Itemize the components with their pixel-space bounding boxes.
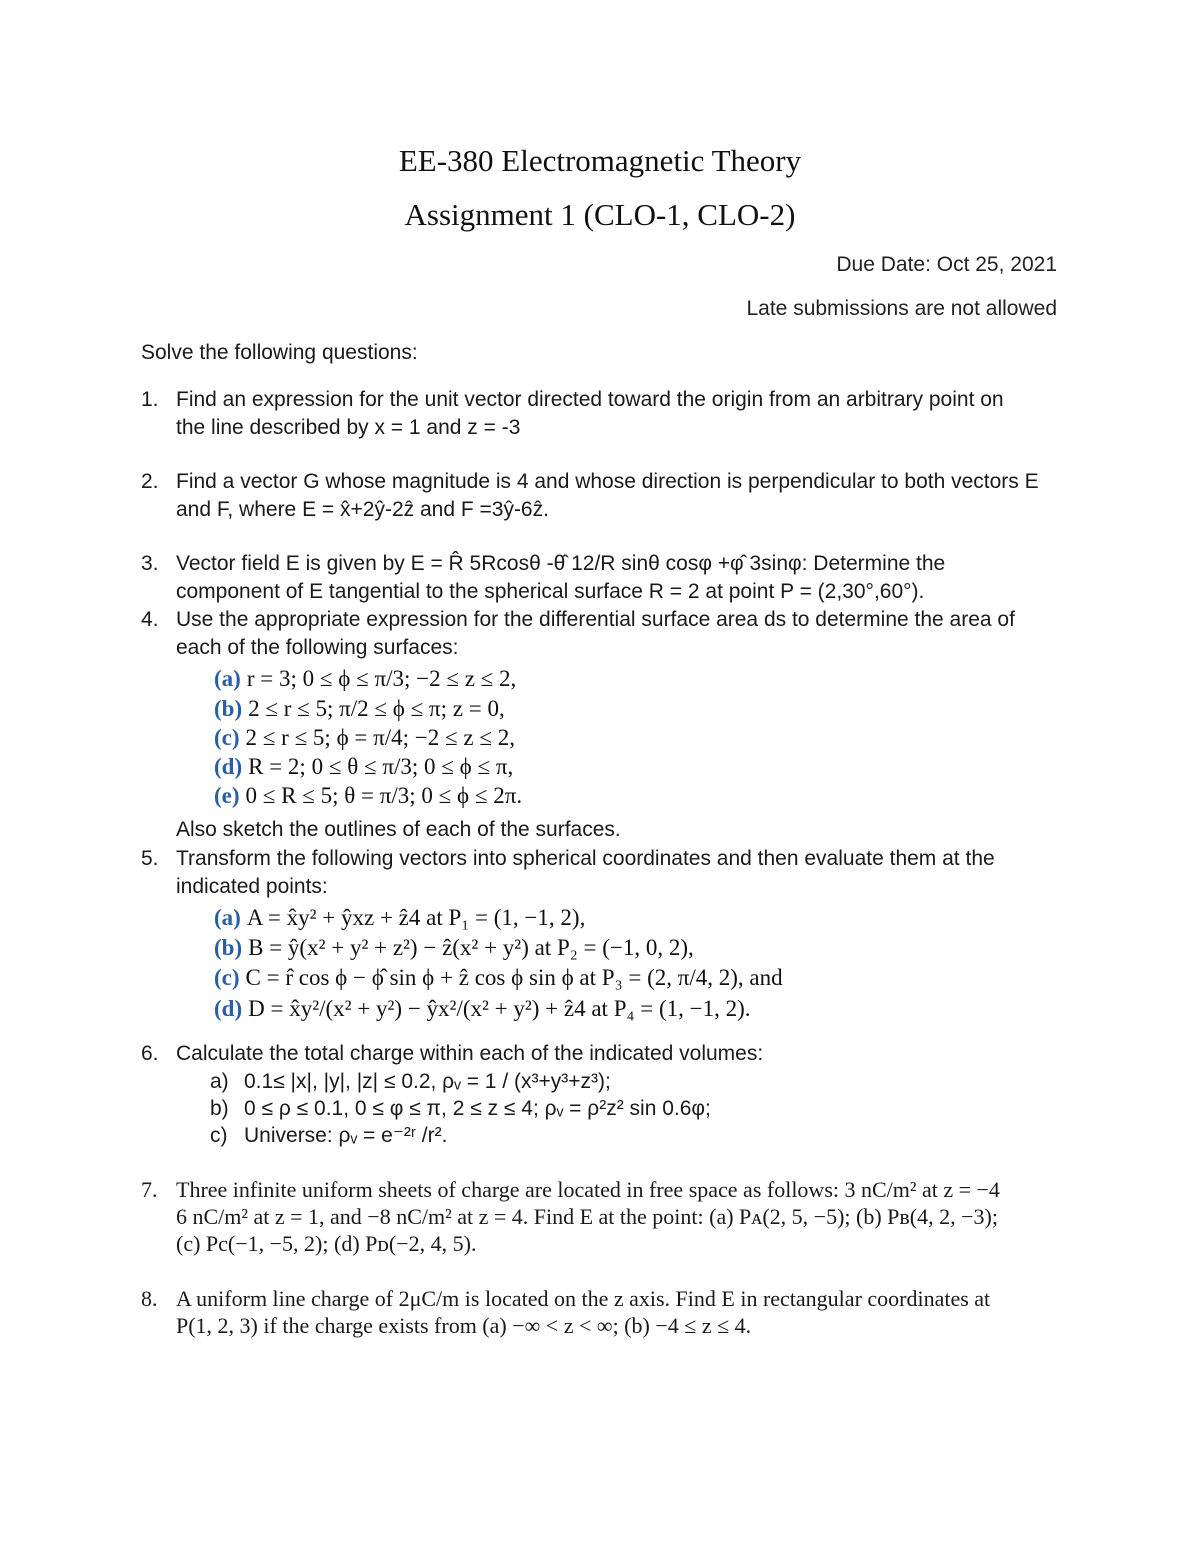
- part-label: a): [210, 1070, 229, 1093]
- part-label: (b): [214, 696, 243, 721]
- question-line: Use the appropriate expression for the differential surface area ds to determine the area of: [176, 608, 1015, 631]
- question-line: P(1, 2, 3) if the charge exists from (a) −∞ < z < ∞; (b) −4 ≤ z ≤ 4.: [176, 1313, 752, 1338]
- question-line: component of E tangential to the spherical surface R = 2 at point P = (2,30°,60°).: [176, 580, 925, 603]
- q6-part-b: [210, 1095, 711, 1123]
- part-expression: r = 3; 0 ≤ ϕ ≤ π/3; −2 ≤ z ≤ 2,: [246, 666, 517, 691]
- part-label: (a): [214, 666, 241, 691]
- part-label: c): [210, 1124, 228, 1147]
- question-line: the line described by x = 1 and z = -3: [176, 416, 521, 439]
- q5-part-a: [214, 903, 585, 933]
- q4-part-c: [214, 723, 515, 753]
- part-label: (b): [214, 935, 243, 960]
- assignment-title: Assignment 1 (CLO-1, CLO-2): [404, 197, 796, 232]
- question-line: Find a vector G whose magnitude is 4 and whose direction is perpendicular to both vectors E: [176, 470, 1039, 493]
- question-line: each of the following surfaces:: [176, 636, 459, 659]
- question-line: (c) Pc(−1, −5, 2); (d) Pᴅ(−2, 4, 5).: [176, 1231, 477, 1256]
- part-label: (d): [214, 996, 243, 1021]
- q6-part-c: [210, 1122, 447, 1150]
- q4-part-d: [214, 752, 513, 782]
- part-expression: Universe: ρᵥ = e⁻²ʳ /r².: [244, 1124, 448, 1147]
- question-number: 2.: [141, 470, 159, 493]
- q4-note: Also sketch the outlines of each of the surfaces.: [176, 818, 621, 841]
- due-date: Due Date: Oct 25, 2021: [836, 253, 1057, 276]
- q4-part-b: [214, 694, 505, 724]
- q5-part-b: [214, 933, 694, 963]
- part-label: (e): [214, 783, 240, 808]
- question-line: 6 nC/m² at z = 1, and −8 nC/m² at z = 4. Find E at the point: (a) Pᴀ(2, 5, −5); (b) Pʙ(4, 2, −3);: [176, 1204, 998, 1229]
- part-expression: D = x̂y²/(x² + y²) − ŷx²/(x² + y²) + ẑ4 at P₄ = (1, −1, 2).: [248, 996, 751, 1021]
- part-label: (d): [214, 754, 243, 779]
- part-expression: C = r̂ cos ϕ − ϕ̂ sin ϕ + ẑ cos ϕ sin ϕ at P₃ = (2, π/4, 2), and: [245, 965, 783, 990]
- question-number: 6.: [141, 1042, 159, 1065]
- question-line: A uniform line charge of 2μC/m is located on the z axis. Find E in rectangular coordinates at: [176, 1286, 991, 1311]
- question-line: indicated points:: [176, 875, 328, 898]
- question-line: and F, where E = x̂+2ŷ-2ẑ and F =3ŷ-6ẑ.: [176, 498, 549, 521]
- question-number: 7.: [141, 1177, 158, 1202]
- late-note: Late submissions are not allowed: [746, 297, 1057, 320]
- question-line: Calculate the total charge within each of the indicated volumes:: [176, 1042, 764, 1065]
- question-line: Transform the following vectors into spherical coordinates and then evaluate them at the: [176, 847, 995, 870]
- part-expression: B = ŷ(x² + y² + z²) − ẑ(x² + y²) at P₂ = (−1, 0, 2),: [248, 935, 694, 960]
- part-expression: A = x̂y² + ŷxz + ẑ4 at P₁ = (1, −1, 2),: [246, 905, 586, 930]
- q5-part-c: [214, 963, 783, 993]
- instruction: Solve the following questions:: [141, 341, 418, 364]
- part-expression: 0.1≤ |x|, |y|, |z| ≤ 0.2, ρᵥ = 1 / (x³+y³+z³);: [244, 1070, 611, 1093]
- part-expression: 2 ≤ r ≤ 5; ϕ = π/4; −2 ≤ z ≤ 2,: [245, 725, 515, 750]
- question-number: 5.: [141, 847, 159, 870]
- question-line: Vector field E is given by E = R̂ 5Rcosθ -θ̂ 12/R sinθ cosφ +φ̂ 3sinφ: Determine the: [176, 552, 946, 575]
- part-expression: R = 2; 0 ≤ θ ≤ π/3; 0 ≤ ϕ ≤ π,: [248, 754, 514, 779]
- question-line: Three infinite uniform sheets of charge are located in free space as follows: 3 nC/m² at z = −4: [176, 1177, 1000, 1202]
- question-number: 4.: [141, 608, 159, 631]
- course-title: EE-380 Electromagnetic Theory: [398, 143, 802, 178]
- q5-part-d: [214, 994, 751, 1024]
- part-expression: 2 ≤ r ≤ 5; π/2 ≤ ϕ ≤ π; z = 0,: [248, 696, 505, 721]
- q4-part-e: [214, 781, 522, 811]
- part-expression: 0 ≤ ρ ≤ 0.1, 0 ≤ φ ≤ π, 2 ≤ z ≤ 4; ρᵥ = ρ²z² sin 0.6φ;: [244, 1097, 711, 1120]
- part-expression: 0 ≤ R ≤ 5; θ = π/3; 0 ≤ ϕ ≤ 2π.: [245, 783, 523, 808]
- part-label: (a): [214, 905, 241, 930]
- q4-part-a: [214, 664, 516, 694]
- part-label: b): [210, 1097, 229, 1120]
- question-number: 3.: [141, 552, 159, 575]
- part-label: (c): [214, 725, 240, 750]
- part-label: (c): [214, 965, 240, 990]
- q6-part-a: [210, 1068, 611, 1096]
- question-number: 1.: [141, 388, 159, 411]
- question-line: Find an expression for the unit vector directed toward the origin from an arbitrary point on: [176, 388, 1004, 411]
- question-number: 8.: [141, 1286, 158, 1311]
